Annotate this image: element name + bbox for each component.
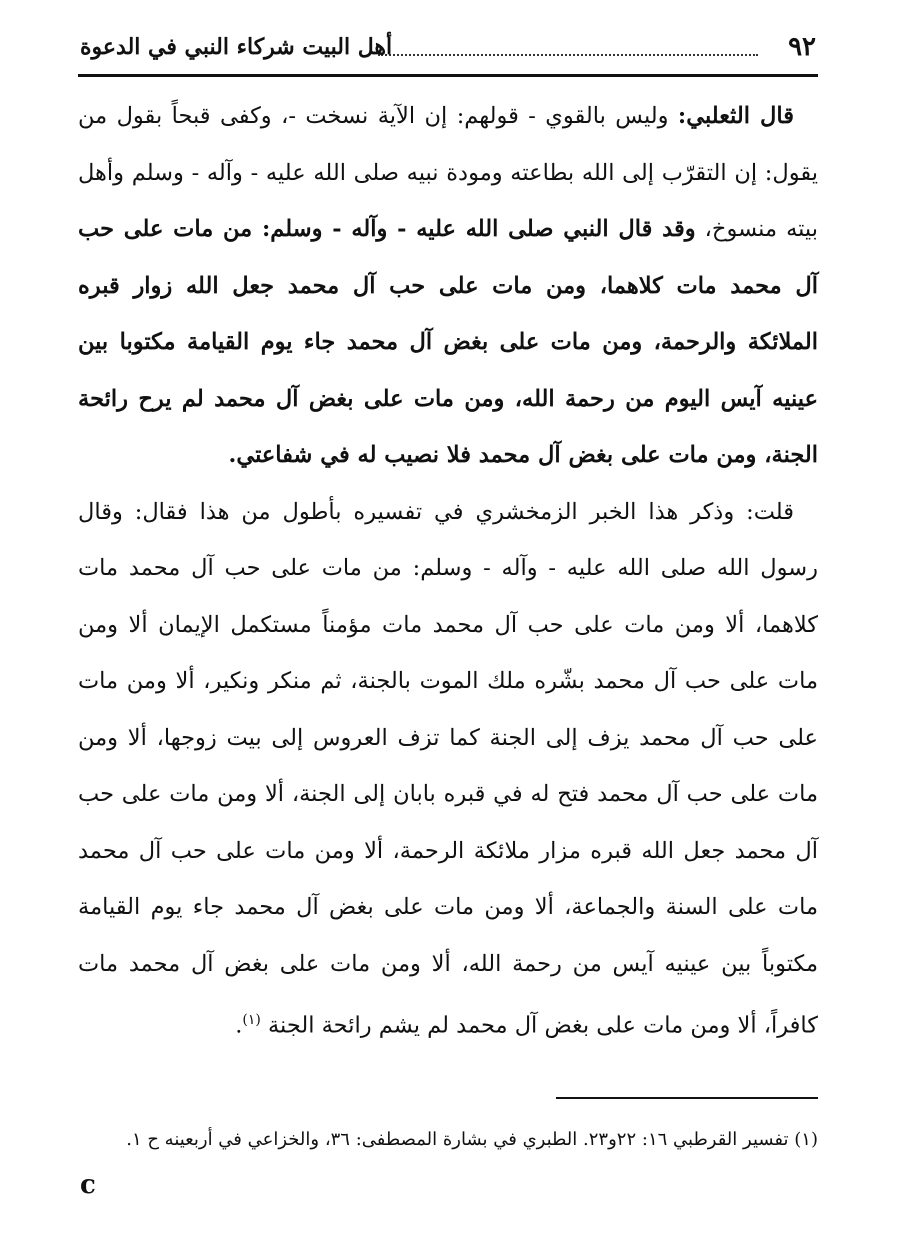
running-title: أهل البيت شركاء النبي في الدعوة	[80, 34, 393, 60]
footnote-separator	[556, 1097, 818, 1099]
header-dot-leader	[378, 54, 758, 56]
paragraph-1	[78, 88, 818, 484]
footnote: (١) تفسير القرطبي ١٦: ٢٢و٢٣. الطبري في بشارة المصطفى: ٣٦، والخزاعي في أربعينه ح ١.	[126, 1129, 818, 1150]
footnote-reference: (١)	[242, 1012, 261, 1028]
hadith-quote: وقد قال النبي صلى الله عليه - وآله - وسلم: من مات على حب آل محمد مات كلاهما، ومن مات على حب آل محمد جعل الله زوار قبره الملائكة والرحمة، ومن مات على بغض آل محمد جاء يوم القيامة مكتوبا بين عينيه آيس اليوم من رحمة الله، ومن مات على بغض آل محمد لم يرح رائحة الجنة، ومن مات على بغض آل محمد فلا نصيب له في شفاعتي.	[78, 216, 818, 468]
paragraph-2	[78, 484, 818, 1055]
paragraph-1-text: وليس بالقوي - قولهم: إن الآية نسخت -، وكفى قبحاً بقول من يقول: إن التقرّب إلى الله بطاعته ومودة نبيه صلى الله عليه - وآله - وسلم وأهل بيته منسوخ،	[78, 103, 818, 242]
main-text	[78, 88, 818, 1054]
speaker-lead: قال الثعلبي:	[677, 103, 795, 129]
page-number: ٩٢	[788, 32, 816, 62]
page-marker: c	[80, 1170, 96, 1200]
page-header	[78, 30, 818, 70]
paragraph-2-text: قلت: وذكر هذا الخبر الزمخشري في تفسيره بأطول من هذا فقال: وقال رسول الله صلى الله عليه - وآله - وسلم: من مات على حب آل محمد مات كلاهما، ألا ومن مات على حب آل محمد مات مؤمناً مستكمل الإيمان ألا ومن مات على حب آل محمد بشّره ملك الموت بالجنة، ثم منكر ونكير، ألا ومن مات على حب آل محمد يزف إلى الجنة كما تزف العروس إلى بيت زوجها، ألا ومن مات على حب آل محمد فتح له في قبره بابان إلى الجنة، ألا ومن مات على حب آل محمد جعل الله قبره مزار ملائكة الرحمة، ألا ومن مات على حب آل محمد مات على السنة والجماعة، ألا ومن مات على بغض آل محمد جاء يوم القيامة مكتوباً بين عينيه آيس من رحمة الله، ألا ومن مات على بغض آل محمد مات كافراً، ألا ومن مات على بغض آل محمد لم يشم رائحة الجنة	[78, 498, 818, 1039]
header-rule	[78, 74, 818, 77]
paragraph-2-end: .	[235, 1012, 243, 1039]
